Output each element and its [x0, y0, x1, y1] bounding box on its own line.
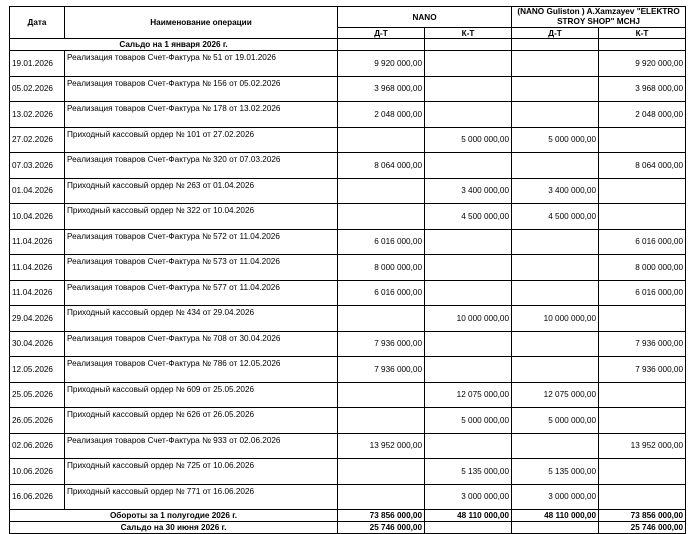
opening-k2 — [599, 39, 686, 51]
row-description: Приходный кассовый ордер № 434 от 29.04.2026 — [65, 306, 338, 332]
row-party2-credit — [599, 204, 686, 230]
row-party2-debit — [512, 255, 599, 281]
row-description: Приходный кассовый ордер № 263 от 01.04.2026 — [65, 178, 338, 204]
row-party1-debit: 8 064 000,00 — [338, 153, 425, 179]
table-row — [10, 433, 686, 459]
table-row — [10, 484, 686, 510]
row-date: 16.06.2026 — [10, 484, 65, 510]
row-description: Реализация товаров Счет-Фактура № 708 от 30.04.2026 — [65, 331, 338, 357]
header-party2-debit: Д-Т — [512, 28, 599, 39]
row-party2-credit — [599, 127, 686, 153]
row-party1-credit: 12 075 000,00 — [425, 382, 512, 408]
row-party2-credit: 8 000 000,00 — [599, 255, 686, 281]
table-row — [10, 382, 686, 408]
turnover-party1-debit: 73 856 000,00 — [338, 510, 425, 522]
row-description: Реализация товаров Счет-Фактура № 933 от 02.06.2026 — [65, 433, 338, 459]
row-description: Приходный кассовый ордер № 322 от 10.04.2026 — [65, 204, 338, 230]
row-party2-credit: 8 064 000,00 — [599, 153, 686, 179]
opening-d2 — [512, 39, 599, 51]
row-party2-debit — [512, 433, 599, 459]
row-description: Реализация товаров Счет-Фактура № 786 от 12.05.2026 — [65, 357, 338, 383]
row-party1-credit: 10 000 000,00 — [425, 306, 512, 332]
row-party2-credit — [599, 484, 686, 510]
row-party2-debit: 10 000 000,00 — [512, 306, 599, 332]
row-party1-debit — [338, 178, 425, 204]
row-party1-debit: 7 936 000,00 — [338, 357, 425, 383]
row-party1-debit: 8 000 000,00 — [338, 255, 425, 281]
row-party1-debit: 7 936 000,00 — [338, 331, 425, 357]
row-party1-credit — [425, 76, 512, 102]
opening-balance-label: Сальдо на 1 января 2026 г. — [10, 39, 338, 51]
row-party2-credit: 7 936 000,00 — [599, 357, 686, 383]
row-date: 10.06.2026 — [10, 459, 65, 485]
row-party1-credit: 5 000 000,00 — [425, 408, 512, 434]
turnover-party2-debit: 48 110 000,00 — [512, 510, 599, 522]
row-party2-credit — [599, 459, 686, 485]
row-party2-credit — [599, 178, 686, 204]
row-party1-debit — [338, 408, 425, 434]
table-row — [10, 408, 686, 434]
row-party1-credit — [425, 280, 512, 306]
table-row — [10, 255, 686, 281]
row-party2-debit: 5 135 000,00 — [512, 459, 599, 485]
row-party2-debit — [512, 280, 599, 306]
row-date: 19.01.2026 — [10, 51, 65, 77]
row-party2-debit: 5 000 000,00 — [512, 127, 599, 153]
row-description: Реализация товаров Счет-Фактура № 156 от 05.02.2026 — [65, 76, 338, 102]
row-date: 12.05.2026 — [10, 357, 65, 383]
row-party2-credit — [599, 408, 686, 434]
row-party2-credit — [599, 306, 686, 332]
row-party1-credit — [425, 255, 512, 281]
closing-party2-credit: 25 746 000,00 — [599, 522, 686, 534]
row-party2-credit: 2 048 000,00 — [599, 102, 686, 128]
row-party2-debit: 3 400 000,00 — [512, 178, 599, 204]
row-party1-credit — [425, 331, 512, 357]
row-date: 26.05.2026 — [10, 408, 65, 434]
row-description: Приходный кассовый ордер № 609 от 25.05.2026 — [65, 382, 338, 408]
row-date: 11.04.2026 — [10, 229, 65, 255]
row-party1-credit: 5 000 000,00 — [425, 127, 512, 153]
opening-d1 — [338, 39, 425, 51]
row-description: Приходный кассовый ордер № 101 от 27.02.2026 — [65, 127, 338, 153]
row-party1-debit: 2 048 000,00 — [338, 102, 425, 128]
row-party1-debit: 9 920 000,00 — [338, 51, 425, 77]
row-party2-credit: 3 968 000,00 — [599, 76, 686, 102]
header-date: Дата — [10, 7, 65, 39]
row-party1-debit — [338, 459, 425, 485]
header-party1-debit: Д-Т — [338, 28, 425, 39]
row-party2-credit: 13 952 000,00 — [599, 433, 686, 459]
opening-k1 — [425, 39, 512, 51]
row-description: Реализация товаров Счет-Фактура № 577 от 11.04.2026 — [65, 280, 338, 306]
header-party2: (NANO Guliston ) A.Xamzayev "ELEKTRO STROY SHOP" MCHJ — [512, 7, 686, 28]
turnover-label: Обороты за 1 полугодие 2026 г. — [10, 510, 338, 522]
header-party1-credit: К-Т — [425, 28, 512, 39]
row-party2-credit: 6 016 000,00 — [599, 229, 686, 255]
table-row — [10, 178, 686, 204]
row-date: 01.04.2026 — [10, 178, 65, 204]
row-date: 29.04.2026 — [10, 306, 65, 332]
row-party1-debit — [338, 382, 425, 408]
table-row — [10, 204, 686, 230]
row-party1-credit: 4 500 000,00 — [425, 204, 512, 230]
row-description: Приходный кассовый ордер № 771 от 16.06.2026 — [65, 484, 338, 510]
row-party2-credit: 6 016 000,00 — [599, 280, 686, 306]
row-party1-credit — [425, 229, 512, 255]
table-row — [10, 102, 686, 128]
row-description: Приходный кассовый ордер № 725 от 10.06.2026 — [65, 459, 338, 485]
row-description: Реализация товаров Счет-Фактура № 573 от 11.04.2026 — [65, 255, 338, 281]
row-party1-credit — [425, 51, 512, 77]
closing-party1-debit: 25 746 000,00 — [338, 522, 425, 534]
header-party1: NANO — [338, 7, 512, 28]
row-party1-debit — [338, 306, 425, 332]
table-row — [10, 229, 686, 255]
row-party1-debit: 6 016 000,00 — [338, 229, 425, 255]
closing-party1-credit — [425, 522, 512, 534]
header-operation: Наименование операции — [65, 7, 338, 39]
row-party2-debit: 4 500 000,00 — [512, 204, 599, 230]
row-party2-debit: 5 000 000,00 — [512, 408, 599, 434]
row-party1-debit — [338, 127, 425, 153]
row-date: 10.04.2026 — [10, 204, 65, 230]
row-party2-debit: 12 075 000,00 — [512, 382, 599, 408]
closing-balance-label: Сальдо на 30 июня 2026 г. — [10, 522, 338, 534]
row-party1-debit: 3 968 000,00 — [338, 76, 425, 102]
turnover-party1-credit: 48 110 000,00 — [425, 510, 512, 522]
row-date: 27.02.2026 — [10, 127, 65, 153]
table-row — [10, 153, 686, 179]
row-party1-debit — [338, 204, 425, 230]
row-party2-debit — [512, 51, 599, 77]
row-date: 25.05.2026 — [10, 382, 65, 408]
table-row — [10, 127, 686, 153]
row-party1-credit — [425, 102, 512, 128]
row-party1-credit: 3 400 000,00 — [425, 178, 512, 204]
closing-party2-debit — [512, 522, 599, 534]
row-party2-credit — [599, 382, 686, 408]
row-date: 13.02.2026 — [10, 102, 65, 128]
row-party1-credit — [425, 357, 512, 383]
row-date: 02.06.2026 — [10, 433, 65, 459]
row-party1-credit — [425, 433, 512, 459]
table-row — [10, 331, 686, 357]
row-date: 11.04.2026 — [10, 280, 65, 306]
row-party1-debit: 13 952 000,00 — [338, 433, 425, 459]
row-party2-debit: 3 000 000,00 — [512, 484, 599, 510]
table-row — [10, 280, 686, 306]
row-date: 05.02.2026 — [10, 76, 65, 102]
table-row — [10, 76, 686, 102]
row-party2-debit — [512, 76, 599, 102]
row-party2-debit — [512, 102, 599, 128]
row-date: 30.04.2026 — [10, 331, 65, 357]
row-description: Приходный кассовый ордер № 626 от 26.05.2026 — [65, 408, 338, 434]
table-row — [10, 51, 686, 77]
row-party2-debit — [512, 331, 599, 357]
row-party2-credit: 9 920 000,00 — [599, 51, 686, 77]
row-party2-debit — [512, 229, 599, 255]
row-party1-credit: 5 135 000,00 — [425, 459, 512, 485]
row-party1-credit — [425, 153, 512, 179]
row-party1-debit: 6 016 000,00 — [338, 280, 425, 306]
row-party1-debit — [338, 484, 425, 510]
row-party1-credit: 3 000 000,00 — [425, 484, 512, 510]
row-description: Реализация товаров Счет-Фактура № 178 от 13.02.2026 — [65, 102, 338, 128]
reconciliation-table — [9, 6, 686, 534]
row-date: 07.03.2026 — [10, 153, 65, 179]
row-date: 11.04.2026 — [10, 255, 65, 281]
row-description: Реализация товаров Счет-Фактура № 51 от 19.01.2026 — [65, 51, 338, 77]
row-party2-debit — [512, 357, 599, 383]
row-description: Реализация товаров Счет-Фактура № 320 от 07.03.2026 — [65, 153, 338, 179]
row-description: Реализация товаров Счет-Фактура № 572 от 11.04.2026 — [65, 229, 338, 255]
table-row — [10, 306, 686, 332]
table-row — [10, 459, 686, 485]
turnover-party2-credit: 73 856 000,00 — [599, 510, 686, 522]
row-party2-credit: 7 936 000,00 — [599, 331, 686, 357]
row-party2-debit — [512, 153, 599, 179]
table-row — [10, 357, 686, 383]
header-party2-credit: К-Т — [599, 28, 686, 39]
